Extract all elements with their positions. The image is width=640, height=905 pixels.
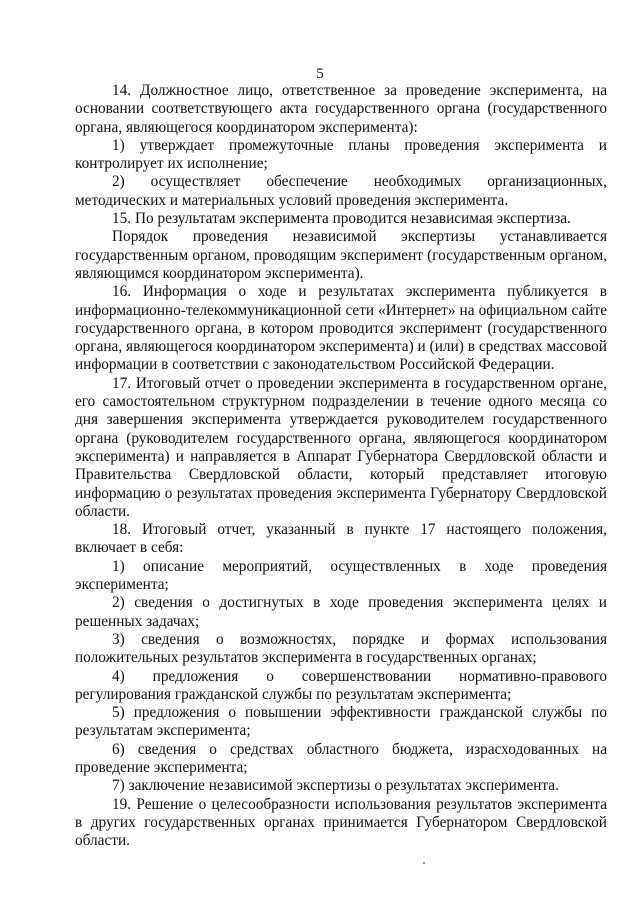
paragraph-15-procedure: Порядок проведения независимой экспертизы устанавливается государственным органом, проводящим эксперимент (государственным органом, являющимся координатором эксперимента).	[75, 228, 607, 282]
paragraph-19: 19. Решение о целесообразности использования результатов эксперимента в других государственных органах принимается Губернатором Свердловской области.	[75, 795, 607, 850]
paragraph-17: 17. Итоговый отчет о проведении эксперимента в государственном органе, его самостоятельном структурном подразделении в течение одного месяца со дня завершения эксперимента утверждается руководителем государственного органа (руководителем государственного органа, являющегося координатором эксперимента) и направляется в Аппарат Губернатора Свердловской области и Правительства Свердловской области, который представляет итоговую информацию о результатах проведения эксперимента Губернатору Свердловской области.	[75, 374, 607, 520]
paragraph-18-item-1: 1) описание мероприятий, осуществленных в ходе проведения эксперимента;	[75, 557, 607, 594]
paragraph-14-item-2: 2) осуществляет обеспечение необходимых организационных, методических и материальных условий проведения эксперимента.	[75, 173, 607, 209]
paragraph-18-item-5: 5) предложения о повышении эффективности гражданской службы по результатам эксперимента;	[75, 704, 607, 740]
paragraph-18-item-3: 3) сведения о возможностях, порядке и формах использования положительных результатов эксперимента в государственных органах;	[75, 630, 607, 667]
paragraph-18-item-2: 2) сведения о достигнутых в ходе проведения эксперимента целях и решенных задачах;	[75, 594, 607, 630]
paragraph-18-item-6: 6) сведения о средствах областного бюджета, израсходованных на проведение эксперимента;	[75, 740, 607, 776]
page-number: 5	[316, 66, 324, 82]
paragraph-18: 18. Итоговый отчет, указанный в пункте 17 настоящего положения, включает в себя:	[75, 521, 607, 557]
scan-speck	[423, 862, 425, 864]
paragraph-18-item-4: 4) предложения о совершенствовании нормативно-правового регулирования гражданской службы по результатам эксперимента;	[75, 667, 607, 703]
paragraph-15: 15. По результатам эксперимента проводится независимая экспертиза.	[112, 210, 571, 228]
document-body	[75, 82, 607, 850]
paragraph-18-item-7: 7) заключение независимой экспертизы о результатах эксперимента.	[112, 777, 559, 795]
paragraph-14-item-1: 1) утверждает промежуточные планы проведения эксперимента и контролирует их исполнение;	[75, 136, 607, 173]
paragraph-14: 14. Должностное лицо, ответственное за проведение эксперимента, на основании соответствующего акта государственного органа (государственного органа, являющегося координатором эксперимента):	[75, 82, 607, 136]
paragraph-16: 16. Информация о ходе и результатах эксперимента публикуется в информационно-телекоммуникационной сети «Интернет» на официальном сайте государственного органа, в котором проводится эксперимент (государственного органа, являющегося координатором эксперимента) и (или) в средствах массовой информации в соответствии с законодательством Российской Федерации.	[75, 283, 607, 374]
